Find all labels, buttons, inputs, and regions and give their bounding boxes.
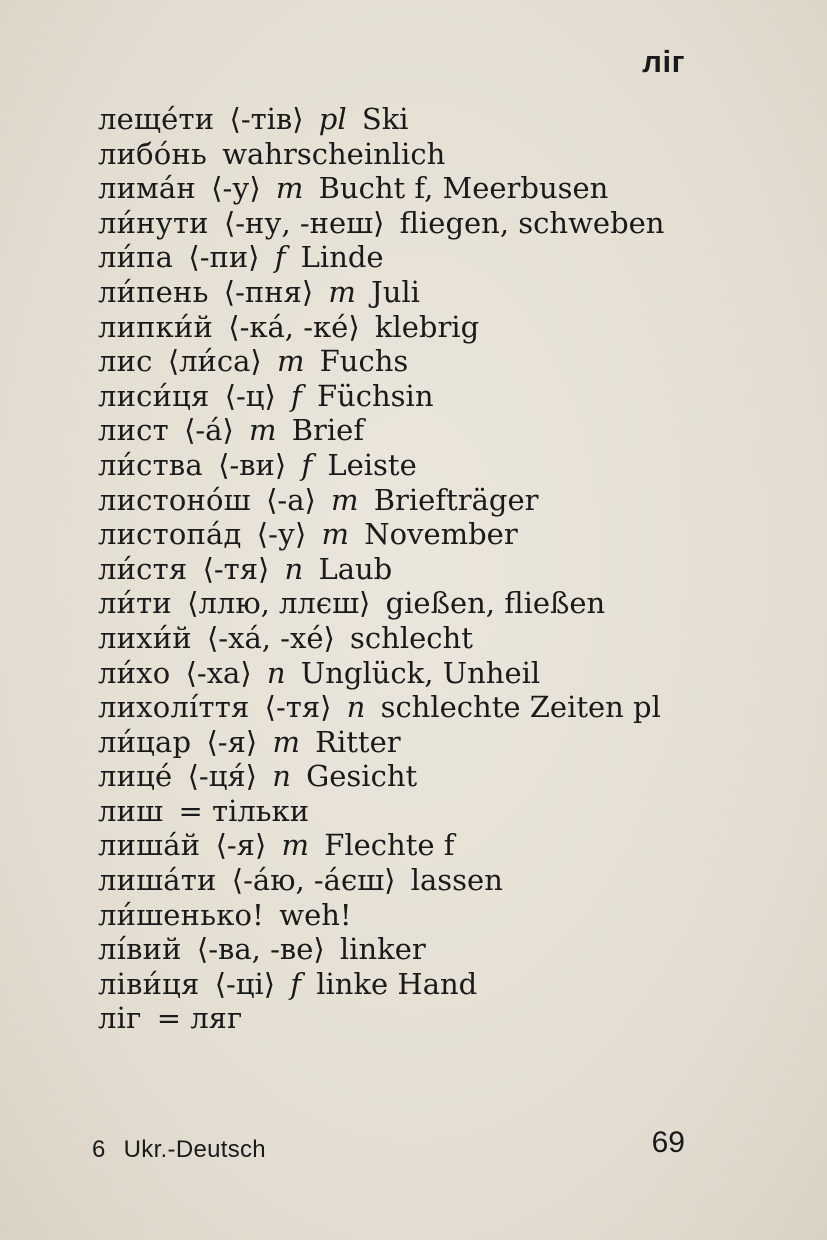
entry: [98, 310, 680, 345]
entry-forms: ⟨-а́ю, -а́єш⟩: [231, 863, 396, 898]
entry: [98, 863, 680, 898]
entry-forms: ⟨-ви⟩: [218, 447, 287, 482]
entry-headword: ли́цар: [98, 724, 192, 759]
entry: [98, 137, 680, 172]
entry-translation: lassen: [410, 863, 503, 898]
entry-headword: лице́: [98, 759, 173, 794]
entry-headword: ліг: [98, 1001, 142, 1036]
entry-translation: Füchsin: [316, 378, 434, 413]
entry-grammar: f: [290, 378, 302, 413]
entry-headword: ли́стя: [98, 551, 188, 586]
entry-grammar: m: [276, 344, 305, 379]
entry-forms: ⟨-ха⟩: [185, 655, 252, 690]
entry-headword: ли́па: [98, 240, 174, 275]
entry-grammar: n: [266, 655, 286, 690]
running-head: ліг: [642, 44, 685, 79]
entry: [98, 794, 680, 829]
entry-grammar: f: [290, 966, 302, 1001]
entry-forms: ⟨-пня⟩: [223, 274, 314, 309]
entry: [98, 517, 680, 552]
entry-grammar: m: [321, 517, 350, 552]
entry-headword: ли́ства: [98, 447, 203, 482]
entry: [98, 898, 680, 933]
footer-title: Ukr.-Deutsch: [123, 1136, 266, 1163]
entry: [98, 483, 680, 518]
entry-headword: ли́шенько!: [98, 897, 265, 932]
entry-headword: лиш: [98, 793, 164, 828]
entry-grammar: m: [272, 724, 300, 759]
entry: [98, 621, 680, 656]
entry-translation: November: [364, 517, 518, 552]
entry-headword: лист: [98, 413, 169, 448]
entry: [98, 379, 680, 414]
entry-grammar: n: [272, 759, 291, 794]
entry: [98, 171, 680, 206]
entry-headword: леще́ти: [98, 102, 215, 136]
entry-translation: gießen, fließen: [385, 586, 606, 621]
entry-headword: листоно́ш: [98, 482, 251, 517]
entry-grammar: m: [281, 828, 310, 863]
entry-headword: лиси́ця: [98, 378, 210, 413]
entry: [98, 967, 680, 1002]
entry-grammar: m: [328, 274, 356, 309]
entry-headword: лі́вий: [98, 932, 182, 967]
entry-forms: ⟨-ха́, -хе́⟩: [206, 620, 335, 655]
entry-grammar: f: [301, 447, 313, 482]
entry: [98, 344, 680, 379]
entry-translation: Leiste: [327, 447, 417, 482]
entry: [98, 656, 680, 691]
footer-signature-line: [92, 1136, 266, 1164]
entry-forms: ⟨ли́са⟩: [167, 344, 262, 379]
entry-headword: ли́хо: [98, 655, 171, 690]
entry-headword: лима́н: [98, 171, 196, 206]
entry-translation: Fuchs: [319, 344, 409, 379]
entry-forms: ⟨-тя⟩: [264, 690, 332, 725]
entry-grammar: pl: [318, 102, 347, 136]
entry-forms: ⟨-ка́, -ке́⟩: [228, 309, 360, 344]
entry-headword: лихи́й: [98, 620, 192, 655]
entry: [98, 240, 680, 275]
entry-forms: ⟨-тів⟩: [229, 102, 304, 136]
entry: [98, 932, 680, 967]
entry-list: [98, 102, 680, 1036]
entry: [98, 413, 680, 448]
entry-translation: = ляг: [156, 1001, 243, 1036]
signature-mark: 6: [92, 1136, 106, 1163]
entry-translation: Linde: [300, 240, 384, 275]
entry-translation: Ski: [361, 102, 409, 136]
entry-translation: linke Hand: [316, 966, 478, 1001]
entry-forms: ⟨-пи⟩: [188, 240, 260, 275]
entry: [98, 759, 680, 794]
entry-grammar: f: [274, 240, 286, 275]
entry-grammar: n: [346, 690, 366, 725]
entry-translation: Brief: [291, 413, 365, 448]
entry-forms: ⟨-тя⟩: [202, 551, 270, 586]
entry-grammar: m: [331, 482, 359, 517]
entry-translation: schlechte Zeiten pl: [380, 690, 661, 725]
entry-grammar: m: [275, 171, 304, 206]
entry-forms: ⟨ллю, ллєш⟩: [187, 586, 371, 621]
entry-forms: ⟨-ця́⟩: [187, 759, 257, 794]
entry-translation: linker: [339, 932, 426, 967]
entry-headword: ліви́ця: [98, 966, 200, 1001]
page-number: 69: [651, 1126, 685, 1159]
entry-translation: = тільки: [178, 793, 310, 828]
entry-translation: Ritter: [315, 724, 401, 759]
entry-forms: ⟨-а́⟩: [184, 413, 234, 448]
entry-headword: лихолі́ття: [98, 690, 250, 725]
entry-forms: ⟨-а⟩: [266, 482, 316, 517]
entry-translation: fliegen, schweben: [399, 205, 665, 240]
entry: [98, 552, 680, 587]
entry-translation: Juli: [371, 274, 420, 309]
entry-headword: лиша́ти: [98, 863, 217, 898]
entry-forms: ⟨-ц⟩: [224, 378, 276, 413]
entry-translation: schlecht: [350, 620, 473, 655]
entry-headword: листопа́д: [98, 517, 242, 552]
entry-headword: липки́й: [98, 309, 214, 344]
entry-translation: wahrscheinlich: [222, 136, 446, 171]
entry-forms: ⟨-у⟩: [256, 517, 307, 552]
entry-headword: либо́нь: [98, 136, 207, 171]
entry: [98, 586, 680, 621]
entry: [98, 1001, 680, 1036]
entry: [98, 448, 680, 483]
entry: [98, 275, 680, 310]
entry-grammar: m: [249, 413, 277, 448]
entry-translation: Unglück, Unheil: [300, 655, 541, 690]
entry-translation: Briefträger: [373, 482, 539, 517]
entry-forms: ⟨-ці⟩: [214, 966, 276, 1001]
entry: [98, 828, 680, 863]
entry-forms: ⟨-ну, -неш⟩: [223, 205, 385, 240]
entry-forms: ⟨-я⟩: [206, 724, 258, 759]
entry-headword: ли́нути: [98, 205, 209, 240]
entry: [98, 206, 680, 241]
entry-translation: Bucht f, Meerbusen: [318, 171, 609, 206]
entry-grammar: n: [284, 551, 304, 586]
entry-headword: лис: [98, 344, 153, 379]
entry-translation: weh!: [279, 897, 352, 932]
entry-headword: лиша́й: [98, 828, 201, 863]
entry-forms: ⟨-я⟩: [215, 828, 267, 863]
entry-forms: ⟨-у⟩: [211, 171, 261, 206]
entry-forms: ⟨-ва, -ве⟩: [196, 932, 325, 967]
entry: [98, 102, 680, 137]
entry: [98, 725, 680, 760]
entry: [98, 690, 680, 725]
entry-translation: klebrig: [374, 309, 480, 344]
entry-headword: ли́пень: [98, 274, 209, 309]
entry-translation: Laub: [318, 551, 393, 586]
entry-translation: Gesicht: [306, 759, 418, 794]
entry-headword: ли́ти: [98, 586, 172, 621]
entry-translation: Flechte f: [324, 828, 455, 863]
